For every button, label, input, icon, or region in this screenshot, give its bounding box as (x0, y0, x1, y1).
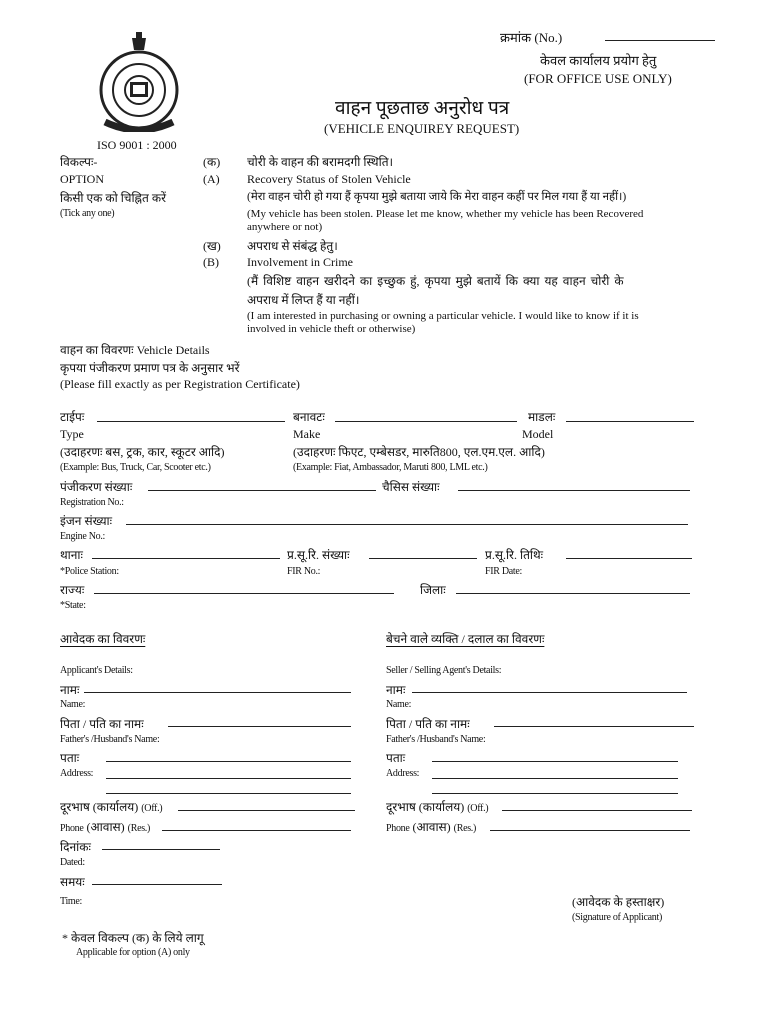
fir-date-field[interactable] (566, 558, 692, 559)
seller-father-label-english: Father's /Husband's Name: (386, 734, 486, 745)
seller-name-label-english: Name: (386, 699, 412, 710)
iso-label: ISO 9001 : 2000 (97, 138, 177, 152)
option-b-title-hindi: अपराध से संबंद्ध हेतु। (247, 239, 338, 253)
police-station-label-english: *Police Station: (60, 566, 119, 577)
applicant-phone-off-label: दूरभाष (कार्यालय) (Off.) (60, 800, 163, 814)
seller-phone-off-label: दूरभाष (कार्यालय) (Off.) (386, 800, 489, 814)
seller-name-field[interactable] (412, 692, 687, 693)
fir-no-field[interactable] (369, 558, 477, 559)
option-b-desc-hindi-2: अपराध में लिप्त हैं या नहीं। (247, 293, 360, 307)
district-field[interactable] (456, 593, 690, 594)
date-label-hindi: दिनांकः (60, 840, 91, 854)
applicant-heading-english: Applicant's Details: (60, 665, 133, 676)
option-a-hindi-marker[interactable]: (क) (203, 155, 221, 169)
seller-heading-hindi: बेचने वाले व्यक्ति / दलाल का विवरणः (386, 632, 545, 646)
no-label: (No.) (534, 30, 563, 45)
form-title-english: (VEHICLE ENQUIREY REQUEST) (324, 121, 520, 136)
option-b-marker[interactable]: (B) (203, 255, 219, 269)
police-station-label-hindi: थानाः (60, 548, 83, 562)
make-example-english: (Example: Fiat, Ambassador, Maruti 800, LML etc.) (293, 462, 488, 473)
state-label-english: *State: (60, 600, 86, 611)
form-title-hindi: वाहन पूछताछ अनुरोध पत्र (335, 98, 510, 119)
seller-father-field[interactable] (494, 726, 694, 727)
engine-label-hindi: इंजन संख्याः (60, 514, 113, 528)
seller-address-field-2[interactable] (432, 778, 678, 779)
make-field[interactable] (335, 421, 517, 422)
seller-phone-res-field[interactable] (490, 830, 690, 831)
chassis-field[interactable] (458, 490, 690, 491)
applicant-name-field[interactable] (84, 692, 351, 693)
engine-label-english: Engine No.: (60, 531, 106, 542)
police-station-field[interactable] (92, 558, 280, 559)
applicant-phone-off-field[interactable] (178, 810, 355, 811)
applicant-heading-hindi: आवेदक का विवरणः (60, 632, 146, 646)
registration-label-english: Registration No.: (60, 497, 124, 508)
make-label-hindi: बनावटः (293, 410, 325, 424)
applicant-name-label-english: Name: (60, 699, 86, 710)
applicant-father-field[interactable] (168, 726, 351, 727)
option-label-english: OPTION (60, 172, 104, 186)
applicant-father-label-hindi: पिता / पति का नामः (60, 717, 144, 731)
make-example-hindi: (उदाहरणः फिएट, एम्बेसडर, मारुति800, एल.एम.एल. आदि) (293, 445, 545, 459)
seller-father-label-hindi: पिता / पति का नामः (386, 717, 470, 731)
type-field[interactable] (97, 421, 285, 422)
option-a-desc-english-1: (My vehicle has been stolen. Please let me know, whether my vehicle has been Recovered (247, 208, 644, 220)
tick-one-hindi: किसी एक को चिह्नित करें (60, 191, 166, 205)
option-a-title-hindi: चोरी के वाहन की बरामदगी स्थिति। (247, 155, 394, 169)
seller-phone-res-label: Phone (आवास) (Res.) (386, 820, 477, 834)
fir-no-label-hindi: प्र.सू.रि. संख्याः (287, 548, 350, 562)
office-use-hindi: केवल कार्यालय प्रयोग हेतु (540, 53, 657, 68)
registration-label-hindi: पंजीकरण संख्याः (60, 480, 133, 494)
option-b-hindi-marker[interactable]: (ख) (203, 239, 221, 253)
district-label-hindi: जिलाः (420, 583, 446, 597)
vehicle-details-heading: वाहन का विवरणः Vehicle Details (60, 343, 210, 357)
state-field[interactable] (94, 593, 394, 594)
seller-name-label-hindi: नामः (386, 683, 406, 697)
fill-instruction-hindi: कृपया पंजीकरण प्रमाण पत्र के अनुसार भरें (60, 361, 240, 375)
applicant-address-field-2[interactable] (106, 778, 351, 779)
option-a-desc-hindi: (मेरा वाहन चोरी हो गया हैं कृपया मुझे बताया जाये कि मेरा वाहन कहीं पर मिल गया हैं या नहीं।) (247, 191, 627, 203)
date-field[interactable] (102, 849, 220, 850)
option-b-desc-hindi-1: (मैं विशिष्ट वाहन खरीदने का इच्छुक हुं, कृपया मुझे बतायें कि क्या यह वाहन चोरी के (247, 274, 624, 288)
time-field[interactable] (92, 884, 222, 885)
asterisk-icon: * (62, 931, 68, 945)
option-label-hindi: विकल्पः- (60, 155, 98, 169)
seller-address-label-english: Address: (386, 768, 420, 779)
time-label-english: Time: (60, 896, 83, 907)
date-label-english: Dated: (60, 857, 85, 868)
applicant-father-label-english: Father's /Husband's Name: (60, 734, 160, 745)
chassis-label-hindi: चैसिस संख्याः (382, 480, 440, 494)
registration-field[interactable] (148, 490, 376, 491)
kramank-label: क्रमांक (500, 30, 532, 45)
seller-address-field-3[interactable] (432, 793, 678, 794)
state-label-hindi: राज्यः (60, 583, 85, 597)
type-example-hindi: (उदाहरणः बस, ट्रक, कार, स्कूटर आदि) (60, 445, 225, 459)
seller-address-label-hindi: पताः (386, 751, 406, 765)
ncrb-logo (80, 30, 198, 132)
option-b-desc-english-2: involved in vehicle theft or otherwise) (247, 323, 416, 335)
time-label-hindi: समयः (60, 875, 85, 889)
option-a-title-english: Recovery Status of Stolen Vehicle (247, 172, 411, 186)
type-label-english: Type (60, 427, 84, 441)
tick-one-english: (Tick any one) (60, 208, 115, 219)
model-label-hindi: माडलः (528, 410, 556, 424)
signature-label-english: (Signature of Applicant) (572, 912, 662, 923)
applicant-address-label-english: Address: (60, 768, 94, 779)
option-b-title-english: Involvement in Crime (247, 255, 353, 269)
applicant-phone-res-field[interactable] (162, 830, 351, 831)
seller-heading-english: Seller / Selling Agent's Details: (386, 665, 502, 676)
office-number-field[interactable] (605, 40, 715, 41)
option-a-marker[interactable]: (A) (203, 172, 220, 186)
applicant-phone-res-label: Phone (आवास) (Res.) (60, 820, 151, 834)
applicant-address-field-3[interactable] (106, 793, 351, 794)
applicant-address-label-hindi: पताः (60, 751, 80, 765)
office-use-english: (FOR OFFICE USE ONLY) (524, 71, 672, 86)
fir-no-label-english: FIR No.: (287, 566, 321, 577)
signature-label-hindi: (आवेदक के हस्ताक्षर) (572, 895, 665, 909)
footnote-hindi: * केवल विकल्प (क) के लिये लागू (62, 931, 204, 945)
option-b-desc-english-1: (I am interested in purchasing or owning a particular vehicle. I would like to know if it is (247, 310, 639, 322)
fir-date-label-english: FIR Date: (485, 566, 523, 577)
type-label-hindi: टाईपः (60, 410, 85, 424)
model-field[interactable] (566, 421, 694, 422)
fir-date-label-hindi: प्र.सू.रि. तिथिः (485, 548, 544, 562)
fill-instruction-english: (Please fill exactly as per Registration Certificate) (60, 377, 300, 391)
option-a-desc-english-2: anywhere or not) (247, 221, 323, 233)
make-label-english: Make (293, 427, 321, 441)
seller-phone-off-field[interactable] (502, 810, 692, 811)
seller-address-field-1[interactable] (432, 761, 678, 762)
type-example-english: (Example: Bus, Truck, Car, Scooter etc.) (60, 462, 211, 473)
applicant-name-label-hindi: नामः (60, 683, 80, 697)
engine-field[interactable] (126, 524, 688, 525)
model-label-english: Model (522, 427, 554, 441)
applicant-address-field-1[interactable] (106, 761, 351, 762)
footnote-english: Applicable for option (A) only (76, 947, 190, 958)
